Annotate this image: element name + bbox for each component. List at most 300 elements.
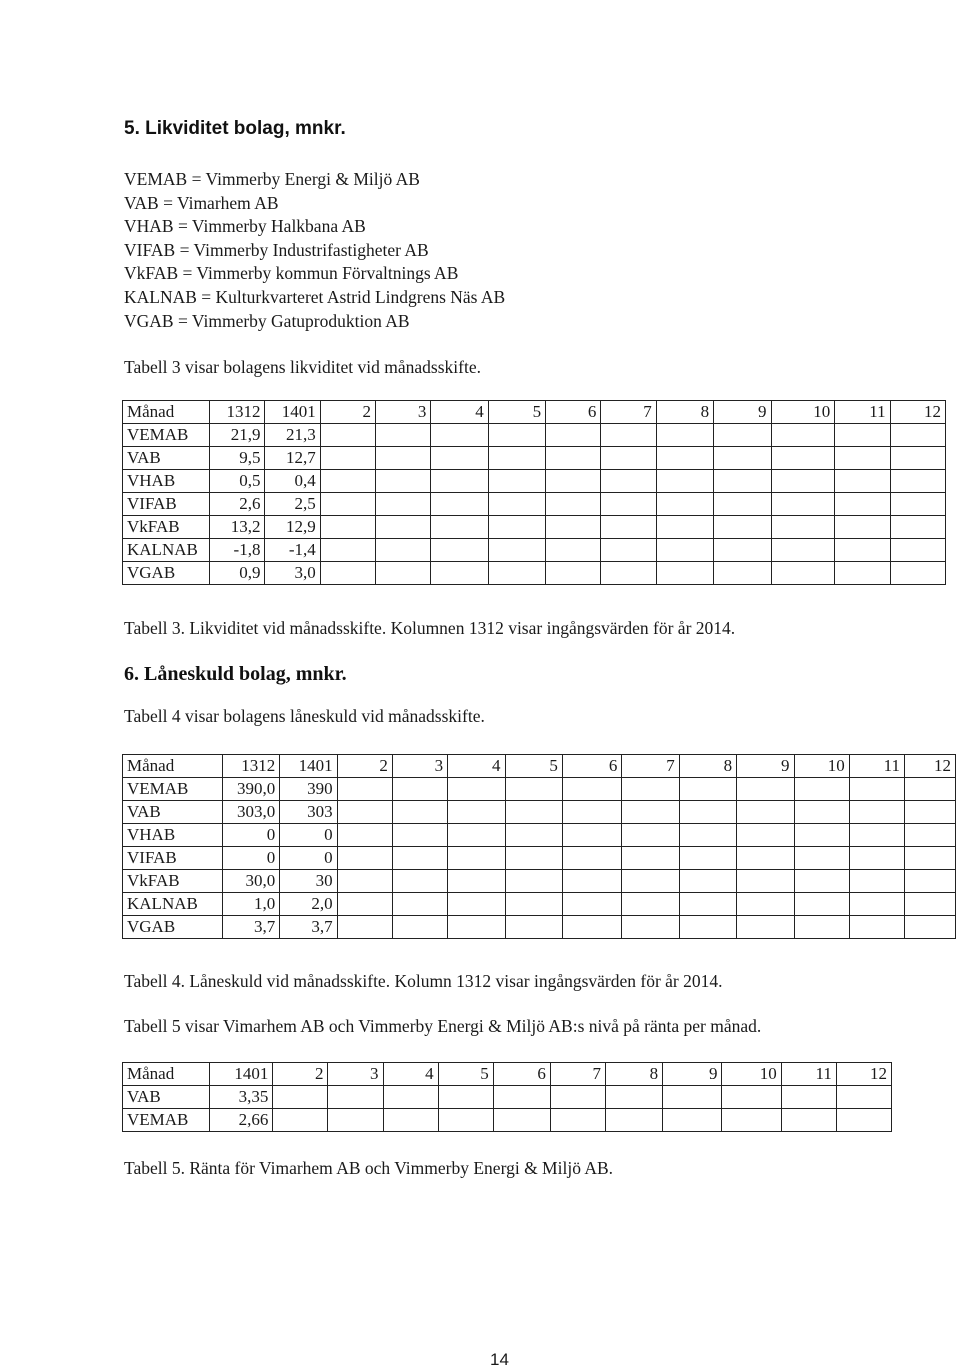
empty-cell — [849, 916, 904, 939]
table-row — [123, 1109, 892, 1132]
empty-cell — [493, 1086, 550, 1109]
empty-cell — [622, 824, 679, 847]
value-cell: 3,35 — [209, 1086, 273, 1109]
empty-cell — [890, 562, 945, 585]
value-cell: -1,4 — [265, 539, 320, 562]
empty-cell — [550, 1086, 605, 1109]
empty-cell — [781, 1086, 836, 1109]
empty-cell — [836, 1109, 891, 1132]
table-row — [123, 516, 946, 539]
empty-cell — [376, 424, 431, 447]
value-cell: 2,5 — [265, 493, 320, 516]
empty-cell — [835, 562, 890, 585]
empty-cell — [601, 470, 656, 493]
empty-cell — [546, 562, 601, 585]
interest-rate-table — [122, 1062, 892, 1132]
table-3-intro: Tabell 3 visar bolagens likviditet vid månadsskifte. — [124, 357, 481, 377]
empty-cell — [771, 516, 835, 539]
month-header: Månad — [123, 755, 223, 778]
section-6-title: 6. Låneskuld bolag, mnkr. — [124, 663, 347, 685]
value-cell: -1,8 — [210, 539, 265, 562]
empty-cell — [383, 1086, 438, 1109]
empty-cell — [337, 847, 392, 870]
empty-cell — [781, 1109, 836, 1132]
company-label: VAB — [123, 1086, 210, 1109]
table-row — [123, 424, 946, 447]
empty-cell — [890, 470, 945, 493]
empty-cell — [550, 1109, 605, 1132]
month-column-header: 1401 — [265, 401, 320, 424]
month-column-header: 3 — [328, 1063, 383, 1086]
company-label: VkFAB — [123, 870, 223, 893]
empty-cell — [431, 470, 488, 493]
empty-cell — [337, 916, 392, 939]
empty-cell — [835, 493, 890, 516]
page-number: 14 — [490, 1350, 509, 1369]
empty-cell — [905, 893, 956, 916]
month-column-header: 7 — [601, 401, 656, 424]
empty-cell — [505, 916, 562, 939]
value-cell: 0,9 — [210, 562, 265, 585]
value-cell: 1,0 — [222, 893, 279, 916]
empty-cell — [562, 801, 622, 824]
empty-cell — [320, 424, 375, 447]
empty-cell — [737, 824, 794, 847]
empty-cell — [771, 470, 835, 493]
empty-cell — [771, 539, 835, 562]
empty-cell — [392, 778, 447, 801]
empty-cell — [794, 778, 849, 801]
empty-cell — [663, 1109, 722, 1132]
month-header: Månad — [123, 401, 210, 424]
company-label: VIFAB — [123, 847, 223, 870]
empty-cell — [392, 870, 447, 893]
empty-cell — [656, 424, 713, 447]
empty-cell — [505, 893, 562, 916]
empty-cell — [679, 893, 736, 916]
empty-cell — [320, 493, 375, 516]
month-column-header: 3 — [392, 755, 447, 778]
definition-line: VAB = Vimarhem AB — [124, 192, 279, 213]
company-label: VAB — [123, 447, 210, 470]
empty-cell — [714, 447, 771, 470]
empty-cell — [392, 916, 447, 939]
empty-cell — [714, 539, 771, 562]
company-label: KALNAB — [123, 893, 223, 916]
month-column-header: 12 — [890, 401, 945, 424]
empty-cell — [546, 539, 601, 562]
table-5-caption: Tabell 5. Ränta för Vimarhem AB och Vimmerby Energi & Miljö AB. — [124, 1158, 614, 1178]
empty-cell — [448, 801, 505, 824]
empty-cell — [905, 916, 956, 939]
empty-cell — [849, 801, 904, 824]
empty-cell — [488, 470, 545, 493]
definition-line: VIFAB = Vimmerby Industrifastigheter AB — [124, 239, 429, 260]
month-column-header: 5 — [488, 401, 545, 424]
empty-cell — [392, 824, 447, 847]
month-column-header: 1401 — [280, 755, 337, 778]
table-row — [123, 847, 956, 870]
company-label: KALNAB — [123, 539, 210, 562]
empty-cell — [849, 870, 904, 893]
empty-cell — [273, 1109, 328, 1132]
empty-cell — [890, 539, 945, 562]
empty-cell — [562, 893, 622, 916]
empty-cell — [488, 493, 545, 516]
empty-cell — [771, 493, 835, 516]
table-header-row — [123, 755, 956, 778]
table-row — [123, 801, 956, 824]
definition-line: VGAB = Vimmerby Gatuproduktion AB — [124, 310, 410, 331]
empty-cell — [431, 562, 488, 585]
empty-cell — [835, 470, 890, 493]
month-column-header: 9 — [663, 1063, 722, 1086]
empty-cell — [714, 470, 771, 493]
value-cell: 303,0 — [222, 801, 279, 824]
value-cell: 21,3 — [265, 424, 320, 447]
empty-cell — [771, 447, 835, 470]
value-cell: 3,7 — [222, 916, 279, 939]
table-4-caption: Tabell 4. Låneskuld vid månadsskifte. Kolumn 1312 visar ingångsvärden för år 2014. — [124, 971, 723, 991]
empty-cell — [737, 870, 794, 893]
empty-cell — [737, 801, 794, 824]
month-column-header: 7 — [550, 1063, 605, 1086]
month-column-header: 11 — [849, 755, 904, 778]
empty-cell — [431, 516, 488, 539]
empty-cell — [722, 1109, 781, 1132]
empty-cell — [392, 801, 447, 824]
table-row — [123, 778, 956, 801]
month-column-header: 8 — [656, 401, 713, 424]
empty-cell — [376, 562, 431, 585]
empty-cell — [448, 916, 505, 939]
empty-cell — [622, 801, 679, 824]
empty-cell — [737, 893, 794, 916]
month-column-header: 9 — [714, 401, 771, 424]
empty-cell — [663, 1086, 722, 1109]
empty-cell — [383, 1109, 438, 1132]
month-column-header: 12 — [905, 755, 956, 778]
empty-cell — [737, 847, 794, 870]
empty-cell — [431, 424, 488, 447]
empty-cell — [546, 470, 601, 493]
empty-cell — [737, 916, 794, 939]
empty-cell — [438, 1086, 493, 1109]
table-row — [123, 470, 946, 493]
empty-cell — [849, 824, 904, 847]
empty-cell — [337, 893, 392, 916]
empty-cell — [622, 778, 679, 801]
empty-cell — [905, 870, 956, 893]
empty-cell — [905, 824, 956, 847]
empty-cell — [905, 778, 956, 801]
empty-cell — [488, 539, 545, 562]
month-column-header: 10 — [794, 755, 849, 778]
empty-cell — [505, 824, 562, 847]
company-label: VIFAB — [123, 493, 210, 516]
empty-cell — [376, 470, 431, 493]
empty-cell — [337, 801, 392, 824]
empty-cell — [376, 539, 431, 562]
table-row — [123, 916, 956, 939]
month-column-header: 6 — [562, 755, 622, 778]
empty-cell — [836, 1086, 891, 1109]
definition-line: KALNAB = Kulturkvarteret Astrid Lindgrens Näs AB — [124, 286, 506, 307]
month-column-header: 6 — [493, 1063, 550, 1086]
month-column-header: 8 — [605, 1063, 662, 1086]
empty-cell — [328, 1109, 383, 1132]
empty-cell — [835, 516, 890, 539]
empty-cell — [794, 824, 849, 847]
empty-cell — [320, 539, 375, 562]
empty-cell — [835, 424, 890, 447]
empty-cell — [849, 847, 904, 870]
value-cell: 2,6 — [210, 493, 265, 516]
empty-cell — [656, 470, 713, 493]
table-3-caption: Tabell 3. Likviditet vid månadsskifte. Kolumnen 1312 visar ingångsvärden för år 2014. — [124, 618, 736, 638]
empty-cell — [493, 1109, 550, 1132]
empty-cell — [656, 493, 713, 516]
empty-cell — [505, 847, 562, 870]
empty-cell — [376, 447, 431, 470]
empty-cell — [337, 778, 392, 801]
empty-cell — [562, 847, 622, 870]
empty-cell — [320, 470, 375, 493]
definition-line: VHAB = Vimmerby Halkbana AB — [124, 216, 366, 237]
empty-cell — [679, 778, 736, 801]
month-column-header: 2 — [273, 1063, 328, 1086]
month-column-header: 7 — [622, 755, 679, 778]
empty-cell — [431, 539, 488, 562]
company-label: VGAB — [123, 562, 210, 585]
month-column-header: 10 — [771, 401, 835, 424]
month-column-header: 11 — [835, 401, 890, 424]
loan-debt-table — [122, 754, 956, 939]
table-row — [123, 824, 956, 847]
empty-cell — [562, 870, 622, 893]
value-cell: 30 — [280, 870, 337, 893]
table-row — [123, 539, 946, 562]
empty-cell — [546, 447, 601, 470]
empty-cell — [794, 801, 849, 824]
value-cell: 12,7 — [265, 447, 320, 470]
month-column-header: 12 — [836, 1063, 891, 1086]
table-row — [123, 562, 946, 585]
empty-cell — [890, 493, 945, 516]
empty-cell — [722, 1086, 781, 1109]
month-column-header: 1401 — [209, 1063, 273, 1086]
empty-cell — [376, 493, 431, 516]
empty-cell — [448, 870, 505, 893]
table-row — [123, 493, 946, 516]
empty-cell — [320, 516, 375, 539]
table-row — [123, 893, 956, 916]
table-row — [123, 1086, 892, 1109]
company-label: VEMAB — [123, 1109, 210, 1132]
empty-cell — [794, 916, 849, 939]
empty-cell — [448, 824, 505, 847]
month-column-header: 6 — [546, 401, 601, 424]
empty-cell — [488, 516, 545, 539]
table-5-intro: Tabell 5 visar Vimarhem AB och Vimmerby Energi & Miljö AB:s nivå på ränta per månad. — [124, 1016, 762, 1036]
empty-cell — [601, 424, 656, 447]
value-cell: 3,7 — [280, 916, 337, 939]
empty-cell — [835, 447, 890, 470]
empty-cell — [337, 824, 392, 847]
table-row — [123, 870, 956, 893]
empty-cell — [771, 424, 835, 447]
empty-cell — [849, 893, 904, 916]
empty-cell — [562, 916, 622, 939]
empty-cell — [546, 493, 601, 516]
empty-cell — [714, 562, 771, 585]
value-cell: 0 — [280, 824, 337, 847]
value-cell: 2,66 — [209, 1109, 273, 1132]
value-cell: 0,4 — [265, 470, 320, 493]
empty-cell — [448, 778, 505, 801]
empty-cell — [622, 916, 679, 939]
empty-cell — [622, 893, 679, 916]
empty-cell — [505, 801, 562, 824]
month-column-header: 3 — [376, 401, 431, 424]
empty-cell — [622, 847, 679, 870]
company-label: VAB — [123, 801, 223, 824]
table-4-intro: Tabell 4 visar bolagens låneskuld vid månadsskifte. — [124, 706, 485, 726]
abbreviation-list — [124, 168, 505, 333]
empty-cell — [771, 562, 835, 585]
value-cell: 0,5 — [210, 470, 265, 493]
month-column-header: 2 — [320, 401, 375, 424]
value-cell: 9,5 — [210, 447, 265, 470]
table-header-row — [123, 401, 946, 424]
month-column-header: 5 — [438, 1063, 493, 1086]
month-column-header: 2 — [337, 755, 392, 778]
empty-cell — [320, 447, 375, 470]
empty-cell — [601, 447, 656, 470]
empty-cell — [656, 516, 713, 539]
value-cell: 0 — [280, 847, 337, 870]
empty-cell — [905, 847, 956, 870]
empty-cell — [505, 778, 562, 801]
definition-line: VkFAB = Vimmerby kommun Förvaltnings AB — [124, 263, 459, 284]
empty-cell — [622, 870, 679, 893]
empty-cell — [679, 801, 736, 824]
empty-cell — [605, 1109, 662, 1132]
empty-cell — [505, 870, 562, 893]
value-cell: 3,0 — [265, 562, 320, 585]
table-row — [123, 447, 946, 470]
company-label: VHAB — [123, 824, 223, 847]
month-header: Månad — [123, 1063, 210, 1086]
value-cell: 12,9 — [265, 516, 320, 539]
month-column-header: 4 — [431, 401, 488, 424]
empty-cell — [714, 424, 771, 447]
empty-cell — [794, 847, 849, 870]
empty-cell — [605, 1086, 662, 1109]
empty-cell — [488, 447, 545, 470]
empty-cell — [601, 493, 656, 516]
value-cell: 21,9 — [210, 424, 265, 447]
empty-cell — [546, 424, 601, 447]
empty-cell — [890, 424, 945, 447]
value-cell: 390 — [280, 778, 337, 801]
empty-cell — [273, 1086, 328, 1109]
empty-cell — [448, 893, 505, 916]
empty-cell — [656, 539, 713, 562]
empty-cell — [601, 562, 656, 585]
month-column-header: 4 — [383, 1063, 438, 1086]
empty-cell — [562, 824, 622, 847]
empty-cell — [337, 870, 392, 893]
liquidity-table — [122, 400, 946, 585]
company-label: VEMAB — [123, 424, 210, 447]
empty-cell — [438, 1109, 493, 1132]
company-label: VGAB — [123, 916, 223, 939]
month-column-header: 9 — [737, 755, 794, 778]
empty-cell — [376, 516, 431, 539]
value-cell: 303 — [280, 801, 337, 824]
empty-cell — [392, 893, 447, 916]
table-header-row — [123, 1063, 892, 1086]
empty-cell — [679, 847, 736, 870]
empty-cell — [320, 562, 375, 585]
empty-cell — [656, 562, 713, 585]
empty-cell — [431, 447, 488, 470]
empty-cell — [679, 870, 736, 893]
empty-cell — [794, 870, 849, 893]
company-label: VkFAB — [123, 516, 210, 539]
empty-cell — [679, 824, 736, 847]
definition-line: VEMAB = Vimmerby Energi & Miljö AB — [124, 169, 420, 189]
empty-cell — [601, 516, 656, 539]
empty-cell — [448, 847, 505, 870]
empty-cell — [488, 424, 545, 447]
empty-cell — [794, 893, 849, 916]
empty-cell — [849, 778, 904, 801]
month-column-header: 1312 — [222, 755, 279, 778]
empty-cell — [656, 447, 713, 470]
value-cell: 390,0 — [222, 778, 279, 801]
empty-cell — [431, 493, 488, 516]
empty-cell — [488, 562, 545, 585]
month-column-header: 5 — [505, 755, 562, 778]
empty-cell — [714, 516, 771, 539]
month-column-header: 1312 — [210, 401, 265, 424]
empty-cell — [835, 539, 890, 562]
month-column-header: 11 — [781, 1063, 836, 1086]
empty-cell — [392, 847, 447, 870]
empty-cell — [714, 493, 771, 516]
month-column-header: 8 — [679, 755, 736, 778]
month-column-header: 10 — [722, 1063, 781, 1086]
empty-cell — [890, 447, 945, 470]
empty-cell — [905, 801, 956, 824]
empty-cell — [679, 916, 736, 939]
section-5-title: 5. Likviditet bolag, mnkr. — [124, 118, 346, 139]
empty-cell — [601, 539, 656, 562]
empty-cell — [328, 1086, 383, 1109]
empty-cell — [562, 778, 622, 801]
value-cell: 30,0 — [222, 870, 279, 893]
empty-cell — [890, 516, 945, 539]
month-column-header: 4 — [448, 755, 505, 778]
value-cell: 13,2 — [210, 516, 265, 539]
value-cell: 2,0 — [280, 893, 337, 916]
empty-cell — [546, 516, 601, 539]
value-cell: 0 — [222, 824, 279, 847]
company-label: VHAB — [123, 470, 210, 493]
empty-cell — [737, 778, 794, 801]
